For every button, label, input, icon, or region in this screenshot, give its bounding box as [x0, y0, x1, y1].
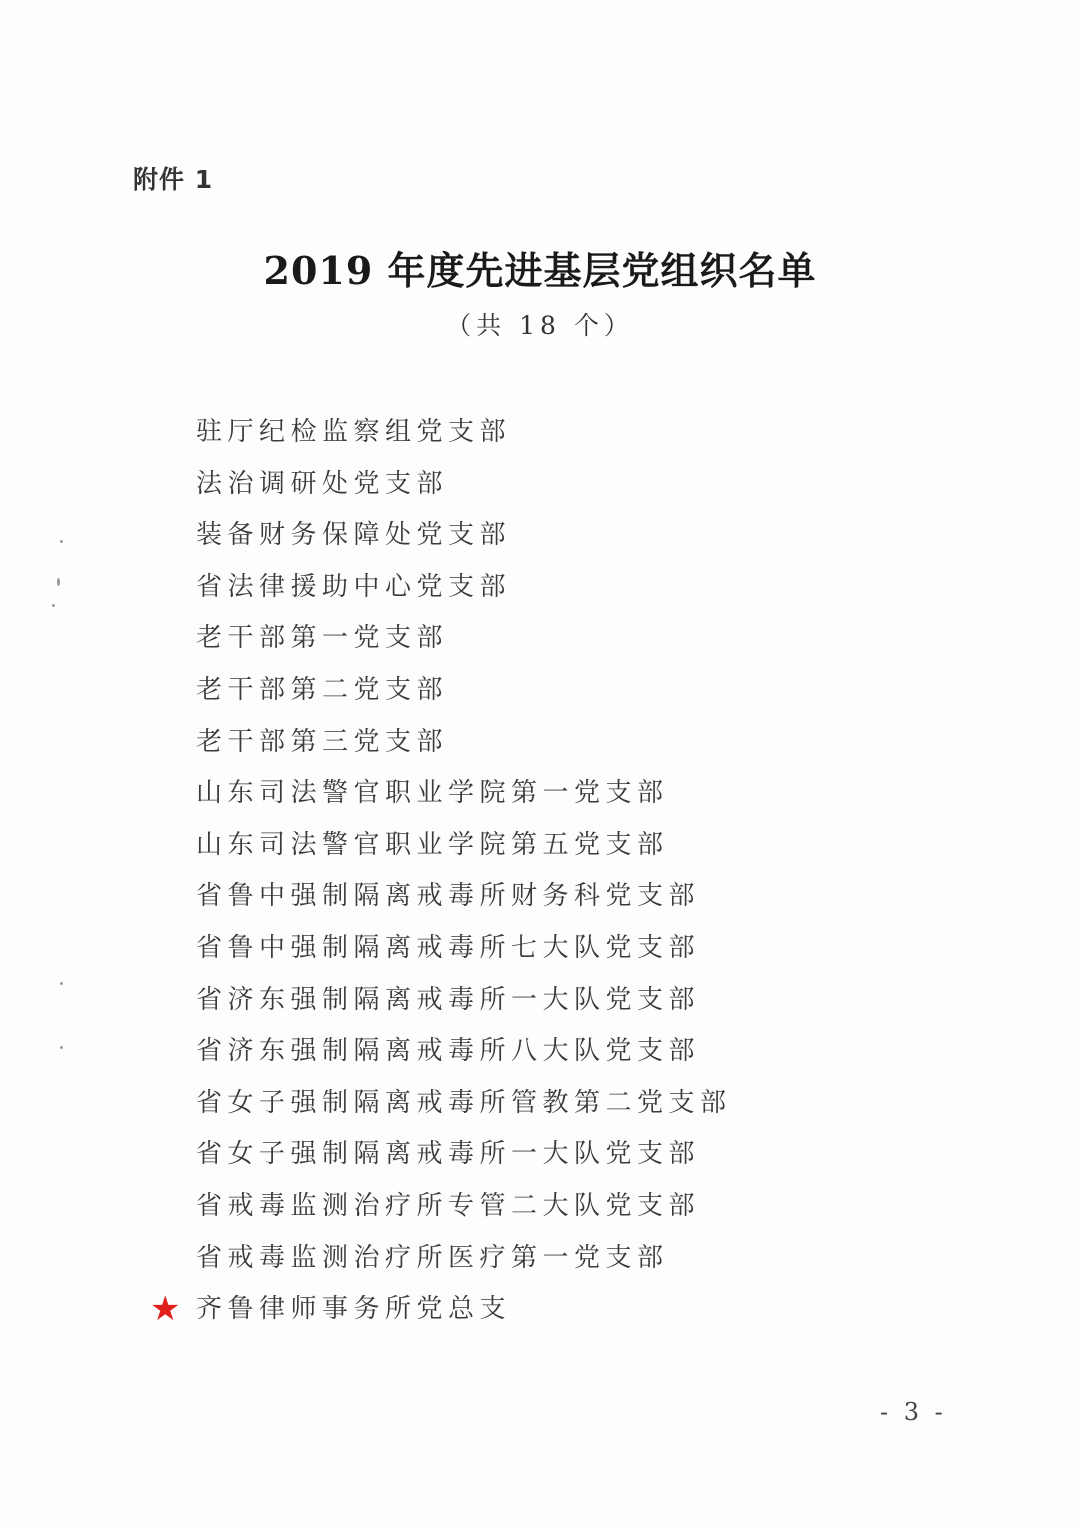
organization-item: 省戒毒监测治疗所医疗第一党支部	[196, 1242, 669, 1273]
organization-item: 省女子强制隔离戒毒所一大队党支部	[196, 1139, 701, 1170]
scan-speck	[60, 1046, 63, 1049]
organization-item: 省戒毒监测治疗所专管二大队党支部	[196, 1190, 701, 1221]
organization-item: 省济东强制隔离戒毒所一大队党支部	[196, 984, 701, 1015]
star-icon: ★	[150, 1289, 181, 1330]
scan-speck	[60, 540, 63, 543]
organization-item: 省女子强制隔离戒毒所管教第二党支部	[196, 1087, 732, 1118]
scan-speck	[57, 578, 60, 586]
organization-item: 老干部第一党支部	[196, 623, 449, 654]
organization-item: 省鲁中强制隔离戒毒所七大队党支部	[196, 932, 701, 963]
organization-item: 驻厅纪检监察组党支部	[196, 417, 512, 447]
organization-item: 山东司法警官职业学院第五党支部	[196, 829, 669, 860]
organization-item: 装备财务保障处党支部	[196, 520, 512, 551]
document-title: 2019 年度先进基层党组织名单	[263, 248, 817, 293]
organization-item: 省法律援助中心党支部	[196, 571, 512, 602]
organization-item: 老干部第三党支部	[196, 726, 449, 757]
organization-list	[150, 407, 732, 1336]
scan-speck	[52, 604, 55, 607]
organization-item: 法治调研处党支部	[196, 468, 449, 499]
document-subtitle: （共 18 个）	[446, 311, 634, 340]
scan-speck	[60, 982, 63, 985]
organization-item: 山东司法警官职业学院第一党支部	[196, 778, 669, 809]
attachment-label: 附件 1	[133, 165, 214, 194]
organization-item-label: 齐鲁律师事务所党总支	[196, 1294, 512, 1325]
page-number: - 3 -	[880, 1398, 947, 1426]
organization-item: 老干部第二党支部	[196, 674, 449, 705]
organization-item: 省济东强制隔离戒毒所八大队党支部	[196, 1036, 701, 1067]
organization-item-highlighted	[150, 1284, 732, 1336]
organization-item: 省鲁中强制隔离戒毒所财务科党支部	[196, 881, 701, 912]
